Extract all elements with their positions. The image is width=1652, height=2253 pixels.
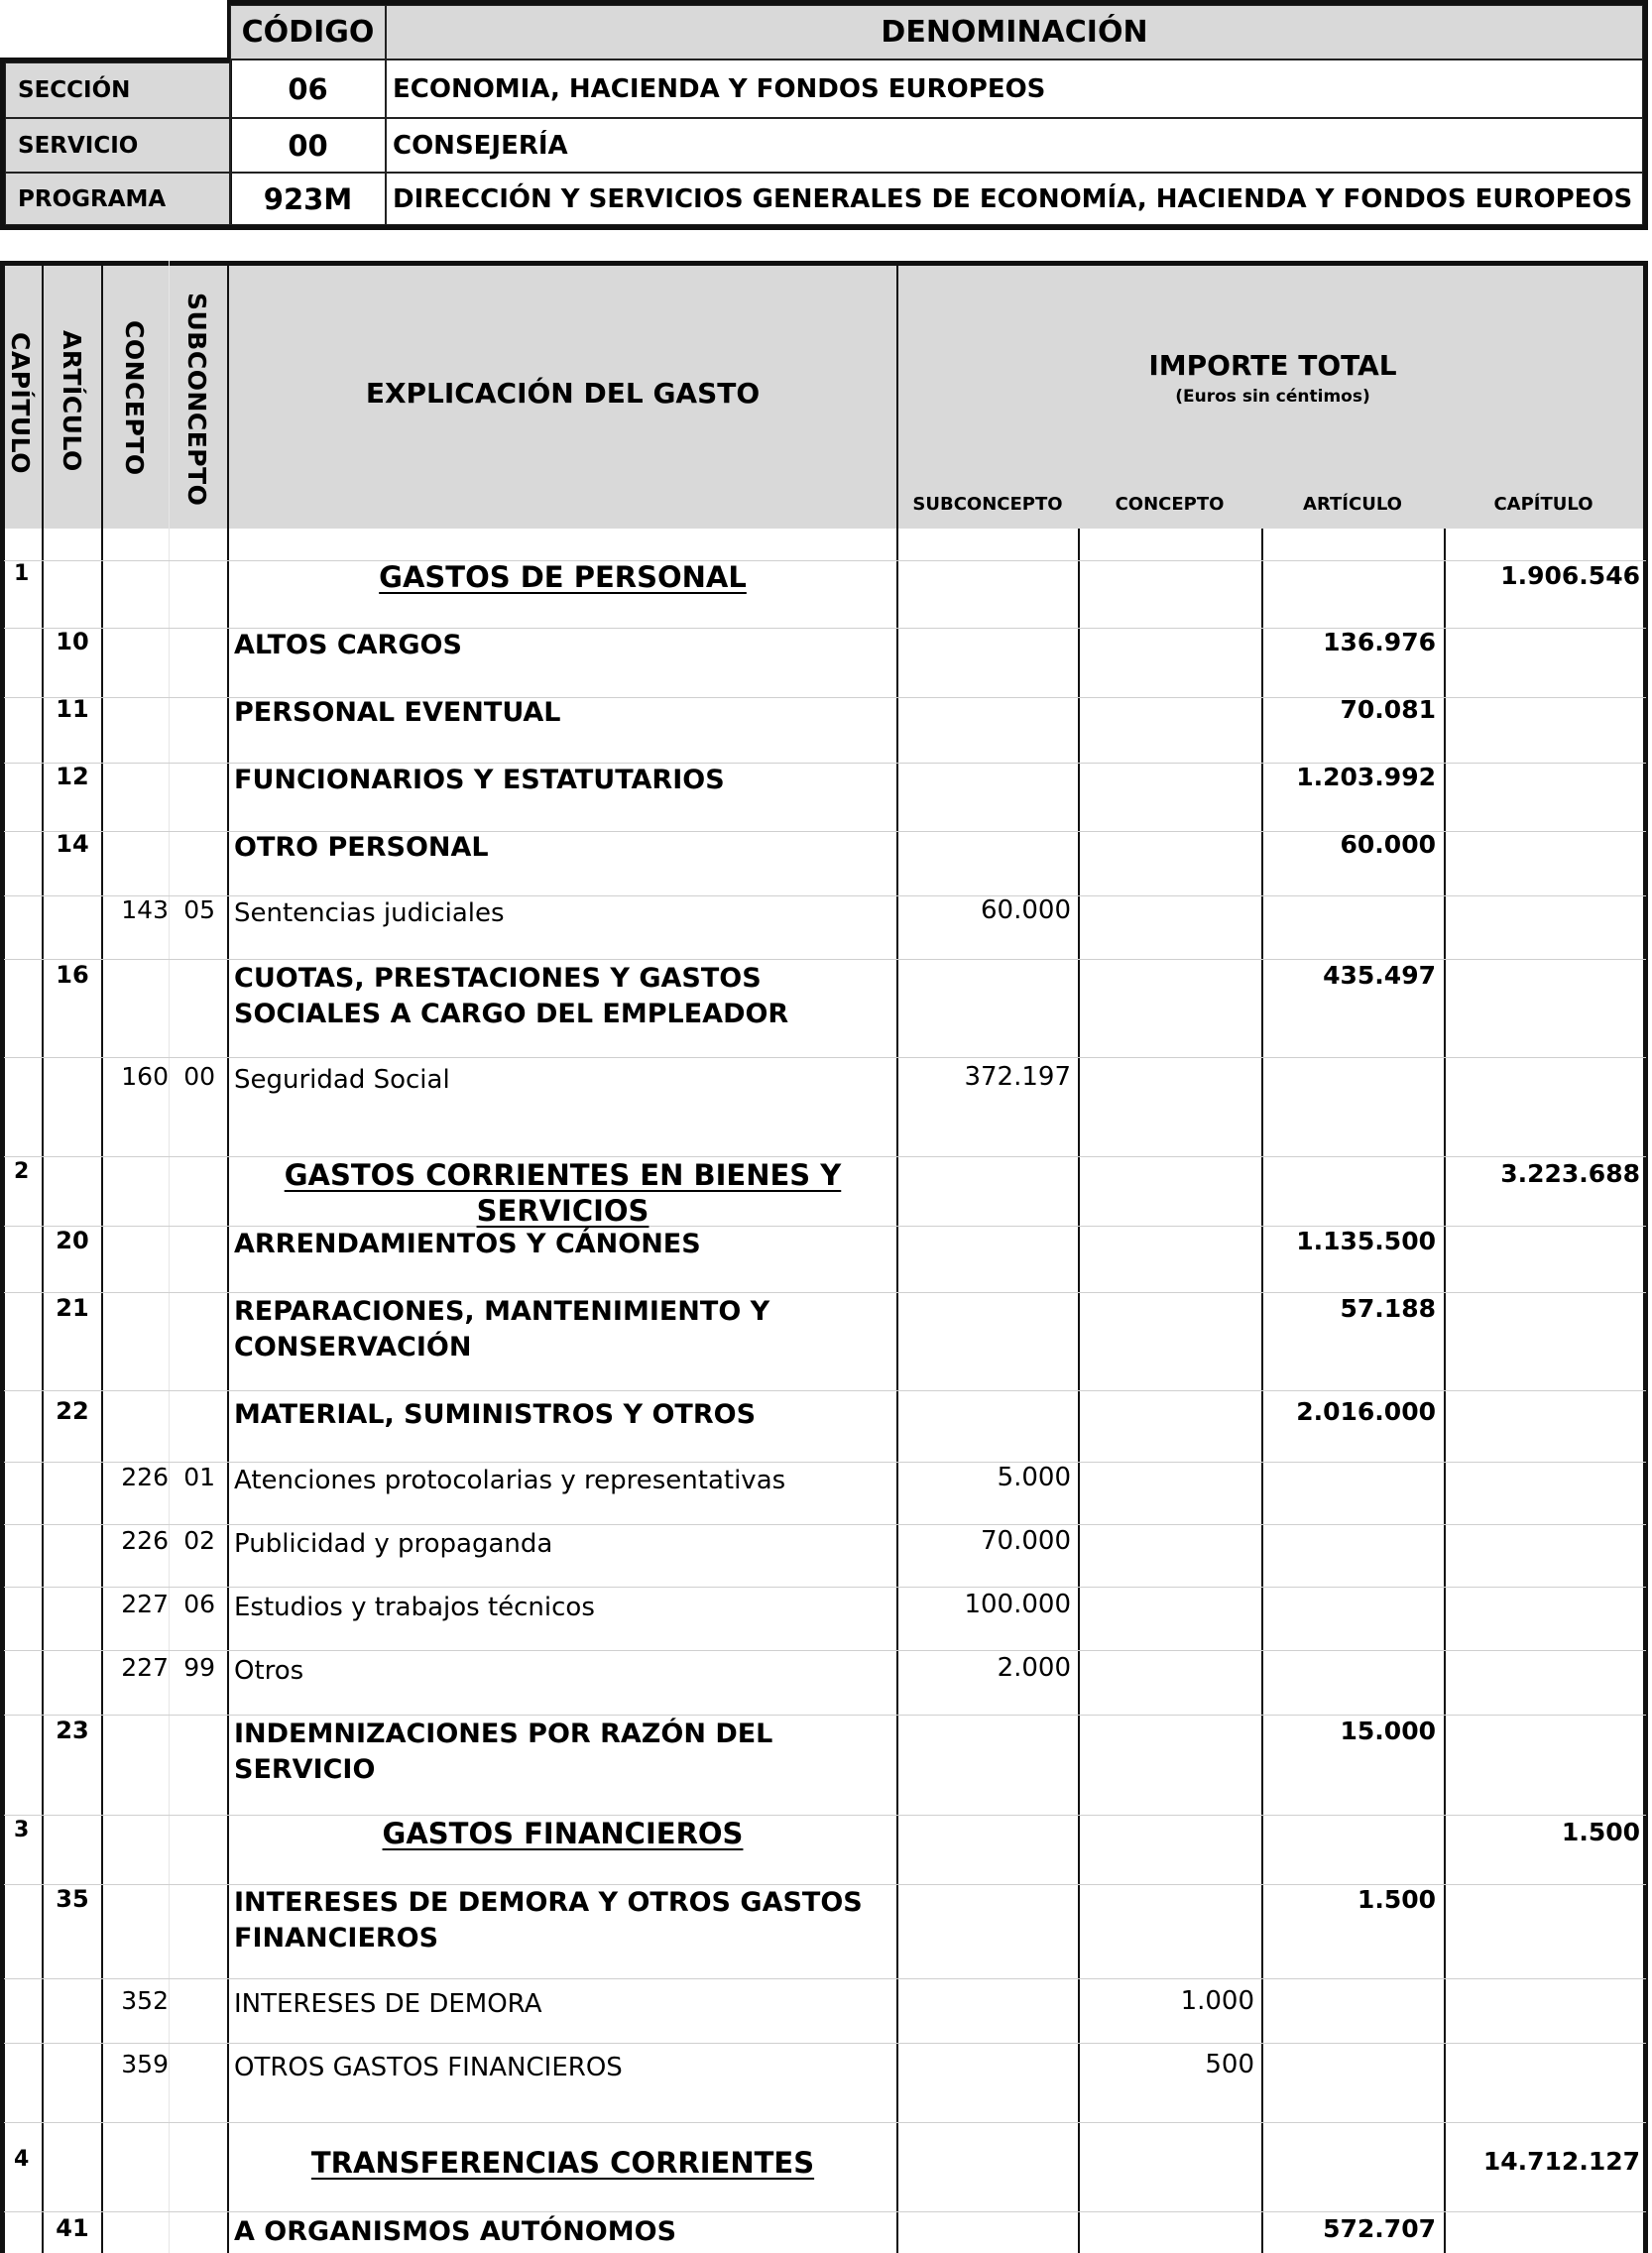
name-servicio: CONSEJERÍA — [386, 118, 1643, 173]
header-codigo: CÓDIGO — [230, 5, 386, 59]
header-concepto: CONCEPTO — [120, 320, 149, 476]
header-col-concepto: CONCEPTO — [1115, 494, 1225, 515]
header-denominacion: DENOMINACIÓN — [386, 5, 1643, 59]
header-capitulo: CAPÍTULO — [6, 332, 35, 474]
header-articulo: ARTÍCULO — [58, 330, 86, 472]
code-servicio: 00 — [230, 118, 386, 173]
header-importe-total: IMPORTE TOTAL — [1148, 349, 1397, 382]
header-subconcepto: SUBCONCEPTO — [182, 293, 211, 507]
header-col-capitulo: CAPÍTULO — [1493, 494, 1593, 515]
header-col-subconcepto: SUBCONCEPTO — [912, 494, 1063, 515]
label-seccion: SECCIÓN — [5, 62, 230, 118]
name-programa: DIRECCIÓN Y SERVICIOS GENERALES DE ECONOMÍA, HACIENDA Y FONDOS EUROPEOS — [386, 173, 1643, 225]
label-programa: PROGRAMA — [5, 173, 230, 225]
header-importe-note: (Euros sin céntimos) — [1175, 387, 1370, 407]
header-explicacion: EXPLICACIÓN DEL GASTO — [365, 377, 761, 410]
name-seccion: ECONOMIA, HACIENDA Y FONDOS EUROPEOS — [386, 59, 1643, 118]
code-programa: 923M — [230, 173, 386, 225]
header-col-articulo: ARTÍCULO — [1303, 494, 1402, 515]
code-seccion: 06 — [230, 59, 386, 118]
label-servicio: SERVICIO — [5, 118, 230, 173]
